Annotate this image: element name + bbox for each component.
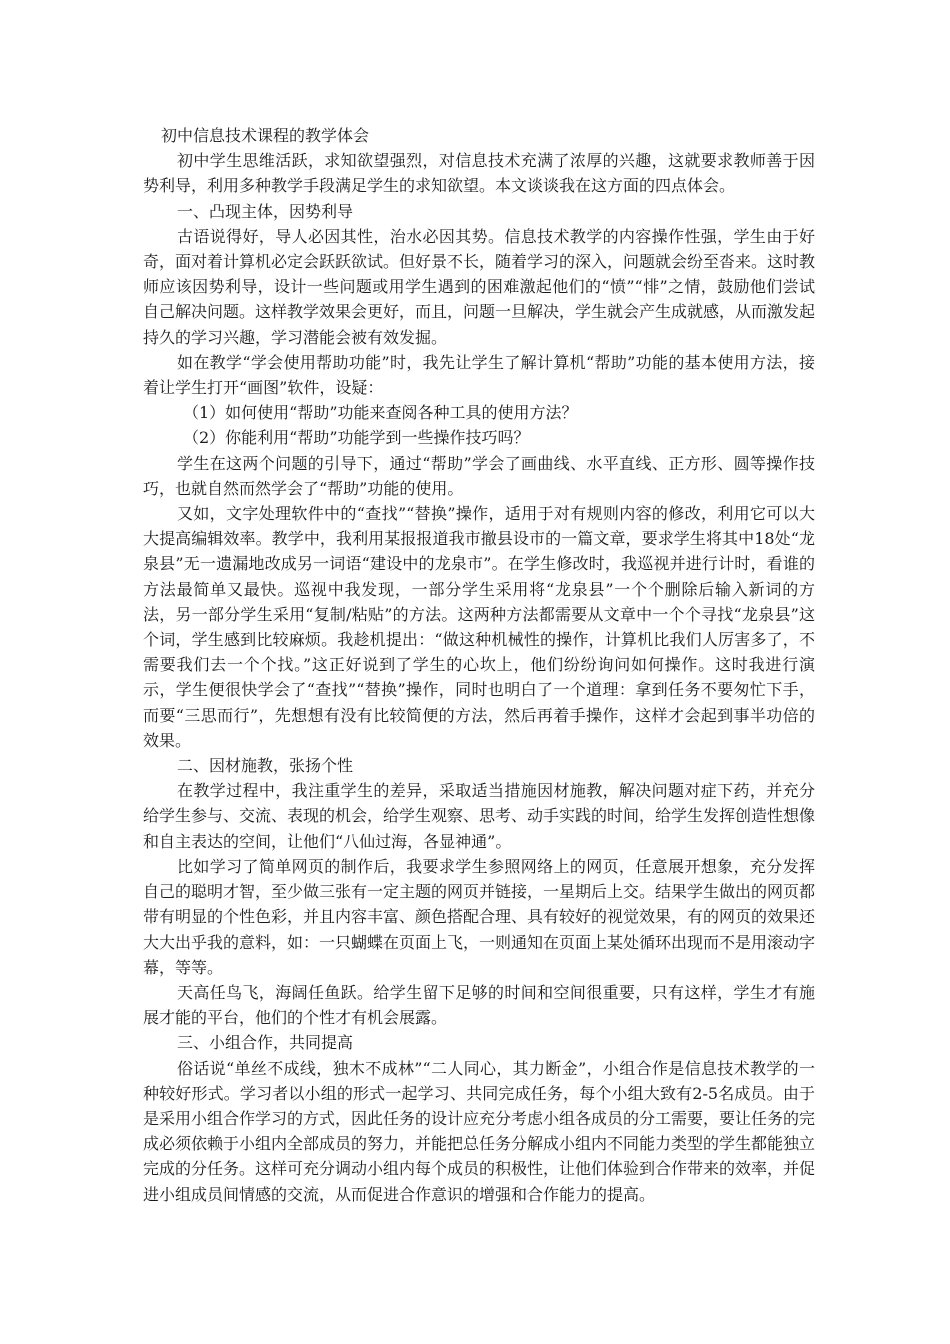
section-2-paragraph: 比如学习了简单网页的制作后，我要求学生参照网络上的网页，任意展开想象，充分发挥自己的聪明才智，至少做三张有一定主题的网页并链接，一星期后上交。结果学生做出的网页都带有明显的个性色彩，并且内容丰富、颜色搭配合理、具有较好的视觉效果，有的网页的效果还大大出乎我的意料，如：一只蝴蝶在页面上飞，一则通知在页面上某处循环出现而不是用滚动字幕，等等。 xyxy=(143,856,816,977)
document-title: 初中信息技术课程的教学体会 xyxy=(161,126,370,145)
section-3-heading: 三、小组合作，共同提高 xyxy=(177,1033,354,1053)
section-2-heading: 二、因材施教，张扬个性 xyxy=(177,756,354,776)
section-2-paragraph: 在教学过程中，我注重学生的差异，采取适当措施因材施教，解决问题对症下药，并充分给学生参与、交流、表现的机会，给学生观察、思考、动手实践的时间，给学生发挥创造性想像和自主表达的空间，让他们“八仙过海，各显神通”。 xyxy=(143,781,816,851)
section-3-paragraph: 俗话说“单丝不成线，独木不成林”“二人同心，其力断金”，小组合作是信息技术教学的一种较好形式。学习者以小组的形式一起学习、共同完成任务，每个小组大致有2-5名成员。由于是采用小组合作学习的方式，因此任务的设计应充分考虑小组各成员的分工需要，要让任务的完成必须依赖于小组内全部成员的努力，并能把总任务分解成小组内不同能力类型的学生都能独立完成的分任务。这样可充分调动小组内每个成员的积极性，让他们体验到合作带来的效率，并促进小组成员间情感的交流，从而促进合作意识的增强和合作能力的提高。 xyxy=(143,1058,816,1204)
section-1-paragraph: 古语说得好，导人必因其性，治水必因其势。信息技术教学的内容操作性强，学生由于好奇，面对着计算机必定会跃跃欲试。但好景不长，随着学习的深入，问题就会纷至沓来。这时教师应该因势利导，设计一些问题或用学生遇到的困难激起他们的“愤”“悱”之情，鼓励他们尝试自己解决问题。这样教学效果会更好，而且，问题一旦解决，学生就会产生成就感，从而激发起持久的学习兴趣，学习潜能会被有效发掘。 xyxy=(143,226,816,347)
section-1-heading: 一、凸现主体，因势利导 xyxy=(177,201,354,221)
section-1-paragraph: 又如，文字处理软件中的“查找”“替换”操作，适用于对有规则内容的修改，利用它可以大大提高编辑效率。教学中，我利用某报报道我市撤县设市的一篇文章，要求学生将其中18处“龙泉县”无一遗漏地改成另一词语“建设中的龙泉市”。在学生修改时，我巡视并进行计时，看谁的方法最简单又最快。巡视中我发现，一部分学生采用将“龙泉县”一个个删除后输入新词的方法，另一部分学生采用“复制/粘贴”的方法。这两种方法都需要从文章中一个个寻找“龙泉县”这个词，学生感到比较麻烦。我趁机提出：“做这种机械性的操作，计算机比我们人厉害多了，不需要我们去一个个找。”这正好说到了学生的心坎上，他们纷纷询问如何操作。这时我进行演示，学生便很快学会了“查找”“替换”操作，同时也明白了一个道理：拿到任务不要匆忙下手，而要“三思而行”，先想想有没有比较简便的方法，然后再着手操作，这样才会起到事半功倍的效果。 xyxy=(143,504,815,750)
section-2-paragraph: 天高任鸟飞，海阔任鱼跃。给学生留下足够的时间和空间很重要，只有这样，学生才有施展才能的平台，他们的个性才有机会展露。 xyxy=(143,982,815,1028)
intro-paragraph: 初中学生思维活跃，求知欲望强烈，对信息技术充满了浓厚的兴趣，这就要求教师善于因势利导，利用多种教学手段满足学生的求知欲望。本文谈谈我在这方面的四点体会。 xyxy=(143,151,815,196)
document-page xyxy=(143,123,815,1207)
question-item: （1）如何使用“帮助”功能来查阅各种工具的使用方法？ xyxy=(183,403,578,423)
section-1-paragraph: 学生在这两个问题的引导下，通过“帮助”学会了画曲线、水平直线、正方形、圆等操作技巧，也就自然而然学会了“帮助”功能的使用。 xyxy=(143,453,815,498)
question-item: （2）你能利用“帮助”功能学到一些操作技巧吗？ xyxy=(183,428,530,448)
section-1-paragraph: 如在教学“学会使用帮助功能”时，我先让学生了解计算机“帮助”功能的基本使用方法，接着让学生打开“画图”软件，设疑： xyxy=(143,352,815,398)
